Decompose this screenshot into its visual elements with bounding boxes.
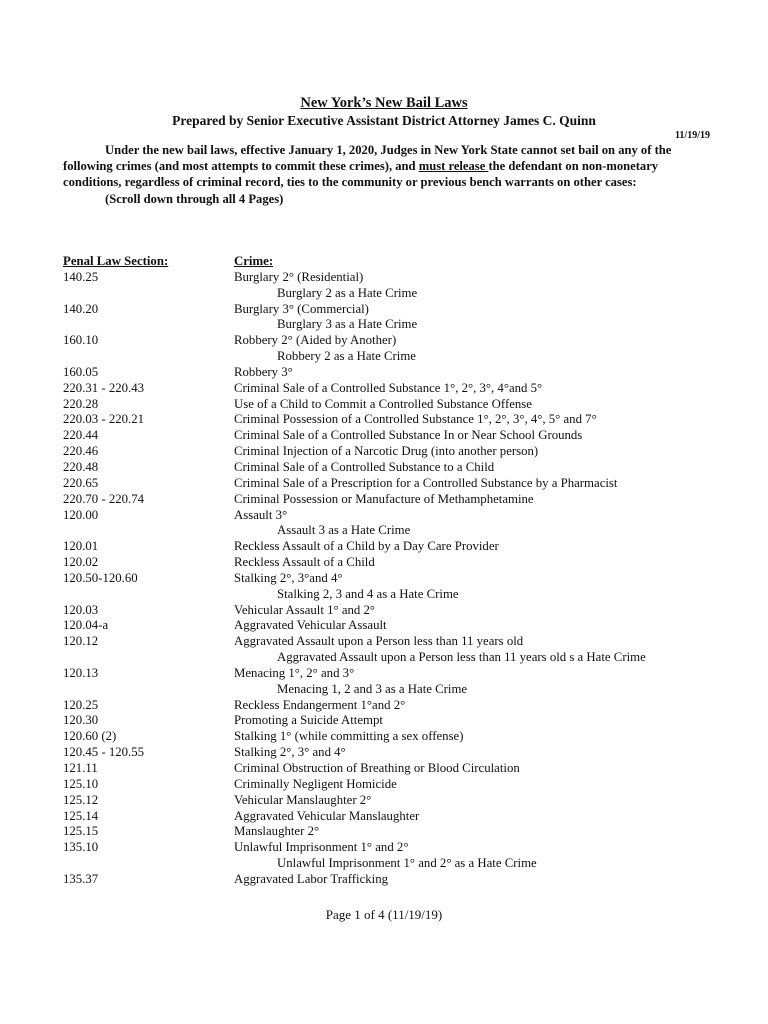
crime-name: Criminal Obstruction of Breathing or Blood Circulation <box>234 761 520 775</box>
penal-law-section: 220.65 <box>63 475 99 490</box>
intro-text <box>63 142 718 191</box>
crime-name: Assault 3° <box>234 507 288 522</box>
table-row <box>63 523 753 539</box>
crime-name: Robbery 2 as a Hate Crime <box>277 349 416 364</box>
penal-law-section: 140.25 <box>63 269 99 284</box>
crime-name: Vehicular Assault 1° and 2° <box>234 602 376 617</box>
intro-text-part2: the defendant on non-monetary conditions, regardless of criminal record, ties to the community or previous bench warrants on other cases: <box>63 159 659 190</box>
intro-paragraph <box>63 142 718 207</box>
table-row <box>63 555 753 571</box>
table-row <box>63 809 753 825</box>
table-row <box>63 745 753 761</box>
table-row <box>63 412 753 428</box>
crime-name: Use of a Child to Commit a Controlled Substance Offense <box>234 396 532 411</box>
penal-law-section: 220.28 <box>63 396 99 411</box>
crime-name: Aggravated Assault upon a Person less than 11 years old s a Hate Crime <box>277 650 646 665</box>
penal-law-section: 120.04-a <box>63 618 109 633</box>
table-row <box>63 856 753 872</box>
penal-law-section: 220.03 - 220.21 <box>63 412 145 427</box>
page-footer: Page 1 of 4 (11/19/19) <box>325 907 443 922</box>
crime-name: Menacing 1°, 2° and 3° <box>234 665 355 680</box>
table-row <box>63 444 753 460</box>
crime-name: Criminal Possession of a Controlled Substance 1°, 2°, 3°, 4°, 5° and 7° <box>234 412 597 427</box>
penal-law-section: 160.10 <box>63 333 99 348</box>
penal-law-section: 220.46 <box>63 444 99 459</box>
penal-law-section: 120.03 <box>63 602 99 617</box>
crime-name: Aggravated Assault upon a Person less than 11 years old <box>234 634 524 649</box>
penal-law-section: 220.70 - 220.74 <box>63 491 145 506</box>
crime-name: Criminal Sale of a Controlled Substance 1°, 2°, 3°, 4°and 5° <box>234 380 543 395</box>
table-row <box>63 587 753 603</box>
table-row <box>63 508 753 524</box>
penal-law-section: 140.20 <box>63 301 99 316</box>
penal-law-section: 135.37 <box>63 871 99 886</box>
column-header-crime: Crime: <box>234 254 274 268</box>
table-row <box>63 840 753 856</box>
penal-law-section: 120.13 <box>63 665 99 680</box>
crime-name: Menacing 1, 2 and 3 as a Hate Crime <box>277 681 468 696</box>
column-header-section: Penal Law Section: <box>63 254 169 268</box>
table-header-row <box>63 254 753 270</box>
table-row <box>63 286 753 302</box>
crime-name: Manslaughter 2° <box>234 824 320 839</box>
table-row <box>63 317 753 333</box>
table-row <box>63 729 753 745</box>
table-row <box>63 571 753 587</box>
crime-name: Unlawful Imprisonment 1° and 2° as a Hate Crime <box>277 856 537 871</box>
scroll-note: (Scroll down through all 4 Pages) <box>105 191 284 206</box>
crime-name: Aggravated Vehicular Manslaughter <box>234 808 420 823</box>
crime-name: Unlawful Imprisonment 1° and 2° <box>234 840 409 855</box>
crime-name: Aggravated Vehicular Assault <box>234 618 387 633</box>
table-row <box>63 397 753 413</box>
table-row <box>63 872 753 888</box>
table-row <box>63 460 753 476</box>
table-row <box>63 761 753 777</box>
table-row <box>63 365 753 381</box>
crime-name: Reckless Assault of a Child <box>234 555 375 570</box>
crime-name: Criminal Possession or Manufacture of Methamphetamine <box>234 491 534 506</box>
crime-name: Robbery 3° <box>234 364 293 379</box>
penal-law-section: 220.31 - 220.43 <box>63 380 145 395</box>
crime-name: Burglary 3 as a Hate Crime <box>277 317 418 332</box>
penal-law-section: 120.12 <box>63 634 99 649</box>
crime-name: Vehicular Manslaughter 2° <box>234 792 372 807</box>
intro-text-underlined: must release <box>418 159 489 174</box>
table-row <box>63 381 753 397</box>
document-date: 11/19/19 <box>674 130 710 141</box>
crime-name: Robbery 2° (Aided by Another) <box>234 333 397 348</box>
penal-law-section: 120.60 (2) <box>63 729 117 744</box>
penal-law-section: 125.15 <box>63 824 99 839</box>
penal-law-section: 121.11 <box>63 761 98 775</box>
table-row <box>63 650 753 666</box>
table-row <box>63 270 753 286</box>
table-row <box>63 793 753 809</box>
crime-name: Promoting a Suicide Attempt <box>234 713 383 728</box>
table-row <box>63 428 753 444</box>
crime-name: Criminal Injection of a Narcotic Drug (into another person) <box>234 444 539 459</box>
penal-law-section: 120.00 <box>63 507 99 522</box>
penal-law-section: 120.25 <box>63 697 99 712</box>
penal-law-section: 120.50-120.60 <box>63 570 138 585</box>
penal-law-section: 135.10 <box>63 840 99 855</box>
crime-name: Criminal Sale of a Controlled Substance In or Near School Grounds <box>234 428 583 443</box>
crime-name: Reckless Endangerment 1°and 2° <box>234 697 406 712</box>
table-row <box>63 713 753 729</box>
crime-name: Stalking 2, 3 and 4 as a Hate Crime <box>277 586 459 601</box>
crime-name: Burglary 3° (Commercial) <box>234 301 369 316</box>
table-row <box>63 634 753 650</box>
table-row <box>63 476 753 492</box>
table-row <box>63 682 753 698</box>
crime-name: Criminal Sale of a Prescription for a Controlled Substance by a Pharmacist <box>234 475 618 490</box>
penal-law-section: 125.10 <box>63 776 99 791</box>
crime-name: Criminally Negligent Homicide <box>234 776 397 791</box>
crime-name: Criminal Sale of a Controlled Substance to a Child <box>234 459 495 474</box>
penal-law-section: 220.44 <box>63 428 99 443</box>
table-row <box>63 333 753 349</box>
document-subtitle: Prepared by Senior Executive Assistant District Attorney James C. Quinn <box>172 113 596 128</box>
table-row <box>63 302 753 318</box>
intro-text-part1: Under the new bail laws, effective January 1, 2020, Judges in New York State cannot set bail on any of the following crimes (and most attempts to commit these crimes), and <box>63 143 672 174</box>
penal-law-section: 125.14 <box>63 808 99 823</box>
penal-law-section: 220.48 <box>63 459 99 474</box>
crime-name: Stalking 2°, 3° and 4° <box>234 745 346 760</box>
penal-law-section: 120.45 - 120.55 <box>63 745 145 760</box>
crime-name: Burglary 2 as a Hate Crime <box>277 285 418 300</box>
penal-law-section: 160.05 <box>63 364 99 379</box>
table-row <box>63 603 753 619</box>
document-title: New York’s New Bail Laws <box>300 95 468 111</box>
penal-law-section: 120.01 <box>63 539 99 554</box>
table-row <box>63 492 753 508</box>
crime-name: Burglary 2° (Residential) <box>234 269 364 284</box>
crime-table <box>63 254 753 888</box>
table-row <box>63 666 753 682</box>
table-row <box>63 824 753 840</box>
crime-name: Stalking 2°, 3°and 4° <box>234 570 343 585</box>
penal-law-section: 120.02 <box>63 555 99 570</box>
table-row <box>63 777 753 793</box>
crime-name: Stalking 1° (while committing a sex offense) <box>234 729 464 744</box>
table-row <box>63 618 753 634</box>
table-row <box>63 539 753 555</box>
penal-law-section: 120.30 <box>63 713 99 728</box>
table-row <box>63 349 753 365</box>
penal-law-section: 125.12 <box>63 792 99 807</box>
crime-name: Reckless Assault of a Child by a Day Care Provider <box>234 539 499 554</box>
table-row <box>63 698 753 714</box>
crime-name: Assault 3 as a Hate Crime <box>277 523 411 538</box>
crime-name: Aggravated Labor Trafficking <box>234 871 388 886</box>
